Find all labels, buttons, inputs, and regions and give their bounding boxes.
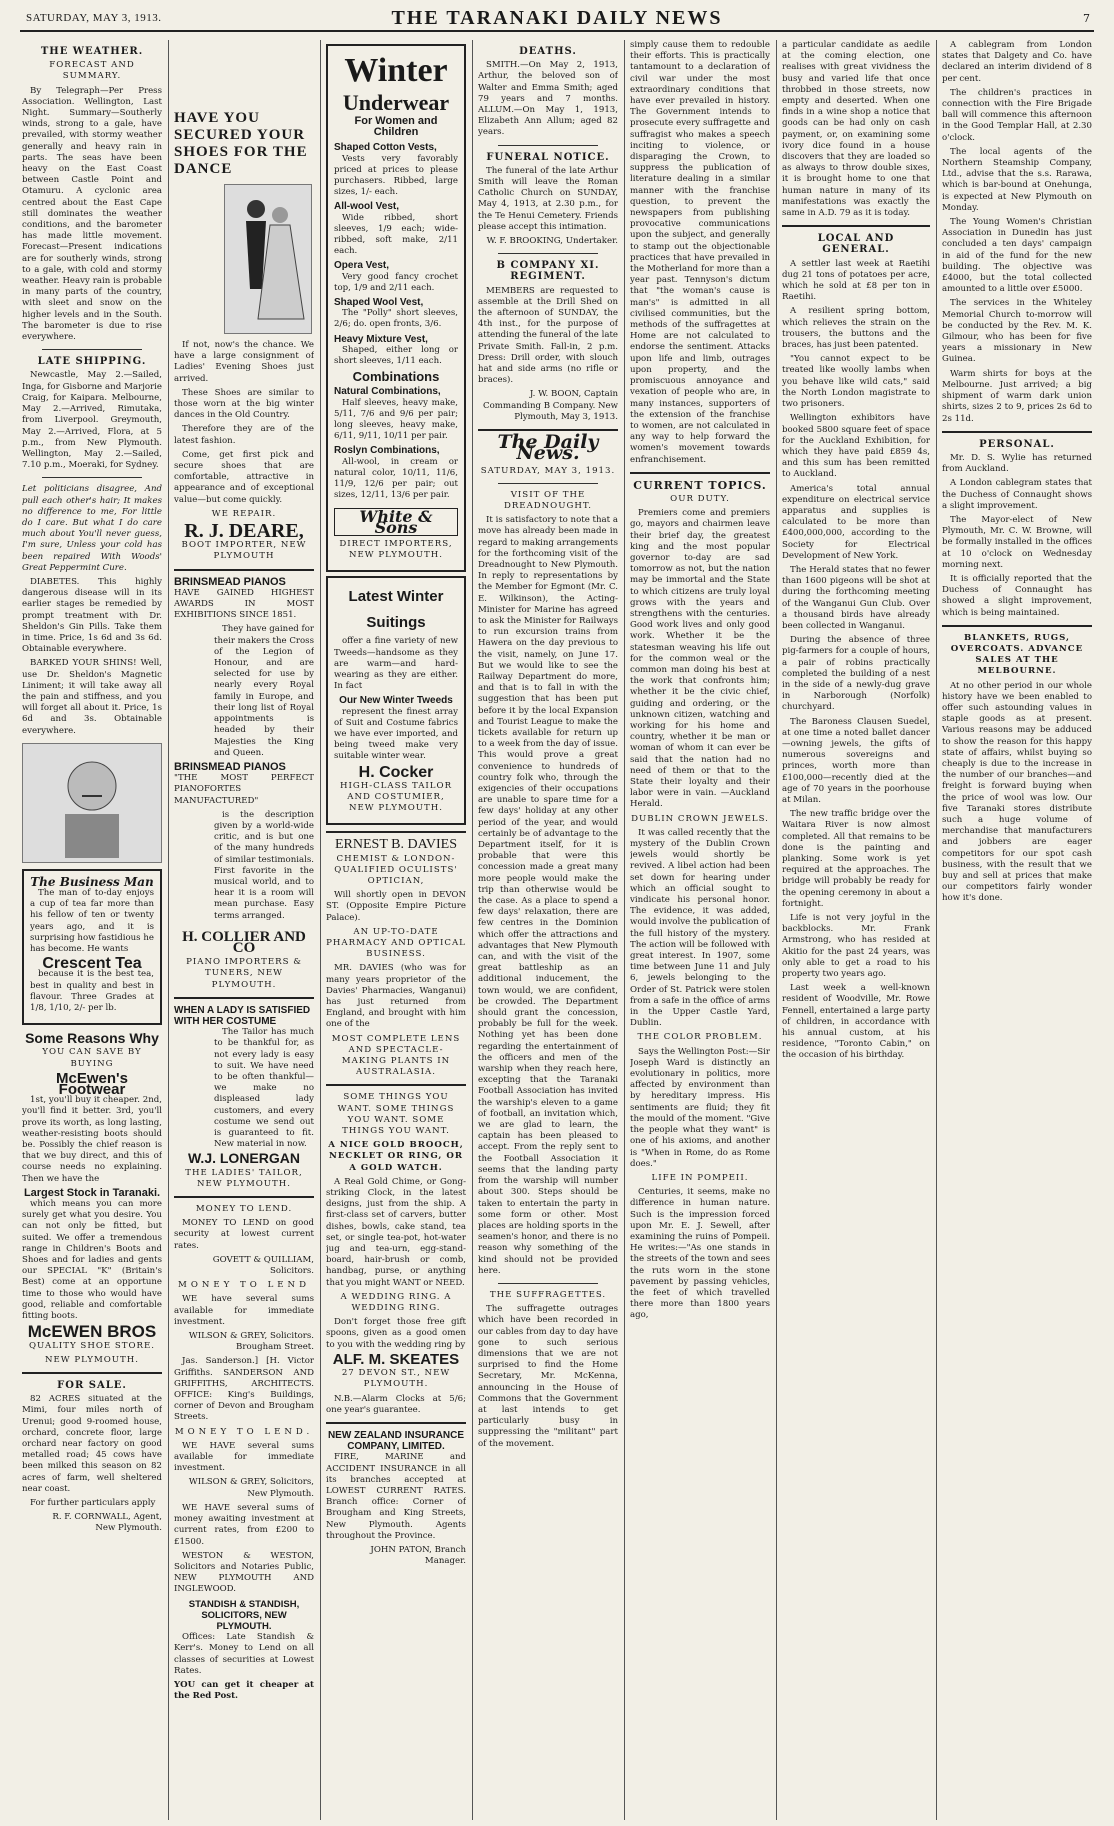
winter-heading: Winter [344, 52, 448, 89]
new-tweeds: Our New Winter Tweeds [339, 695, 453, 707]
local-general-heading: LOCAL AND GENERAL. [817, 233, 895, 256]
masthead-date: SATURDAY, MAY 3, 1913. [26, 12, 162, 24]
column-rule [776, 40, 777, 1820]
personal-item: The Mayor-elect of New Plymouth, Mr. C. W. Browne, will be formally installed in the offices at 10 o'clock on Wednesday morning next. [942, 514, 1092, 570]
current-topics-heading: CURRENT TOPICS. [633, 478, 767, 492]
business-man-heading: The Business Man [30, 874, 154, 889]
suffragettes-text: The suffragette outrages which have been recorded in our cables from day to day have gone to such serious dimensions that we are not surprised to find the Home Secretary, Mr. McKenna, announcing in the House of Commons that the Government at last intends to get particularly busy in suppressing the "militant" part of the movement. [478, 1304, 618, 1449]
deaths-text: SMITH.—On May 2, 1913, Arthur, the beloved son of Walter and Emma Smith; aged 79 years and 7 months. ALLUM.—On May 1, 1913, Elizabeth Ann Allum; aged 82 years. [478, 60, 618, 138]
personal-heading: PERSONAL. [979, 438, 1055, 450]
page-number: 7 [1083, 12, 1090, 25]
item-name: Heavy Mixture Vest, [334, 333, 428, 345]
roslyn-desc: All-wool, in cream or natural color, 10/11, 11/6, 11/9, 12/6 per pair; out sizes, 12/11, 13/6 per pair. [334, 456, 458, 501]
lady-text: The Tailor has much to be thankful for, as not every lady is easy to suit. We have need to be often thankful—we make no displeased lady customers, and every costume we send out is guaranteed to fit. New material in now. [214, 1027, 314, 1150]
nz-insurance-sig: JOHN PATON, Branch Manager. [370, 1544, 466, 1567]
underwear-item [334, 260, 458, 294]
money-text-3: WE HAVE several sums available for immediate investment. [174, 1440, 314, 1474]
brinsmead-awards: HAVE GAINED HIGHEST AWARDS IN MOST EXHIBITIONS SINCE 1851. [174, 587, 314, 621]
divider [42, 349, 142, 350]
ring-text: Don't forget those free gift spoons, given as a good omen to you with the wedding ring by [326, 1317, 466, 1350]
column-3 [326, 40, 466, 1820]
news-item: The services in the Whiteley Memorial Church to-morrow will be conducted by the Rev. M. K. Gilmour, who has been for five years a missionary in New Guinea. [942, 298, 1092, 365]
crescent-tea-ad [22, 869, 162, 1025]
divider [942, 431, 1092, 433]
daily-news-date: SATURDAY, MAY 3, 1913. [480, 465, 616, 476]
suffragettes-heading: THE SUFFRAGETTES. [489, 1289, 607, 1300]
divider [498, 483, 598, 484]
company-sig: J. W. BOON, Captain Commanding B Company. New Plymouth, May 3, 1913. [483, 389, 618, 422]
largest-stock-heading: Largest Stock in Taranaki. [23, 1186, 161, 1199]
money-heading-3: MONEY TO LEND. [174, 1426, 314, 1437]
crown-jewels-text: It was called recently that the mystery of the Dublin Crown jewels would shortly be revived. A libel action had been set down for hearing under which an official sought to vindicate his personal honor. The evidence, it was added, would involve the publication of the full history of the mystery. The action will be followed with great interest. In 1907, some time between June 11 and July 6, jewels belonging to the Order of St. Patrick were stolen from a safe in the office of arms in the Upper Castle Yard, Dublin. [630, 827, 770, 1029]
company-heading: B COMPANY XI. REGIMENT. [496, 260, 600, 283]
cocker-ad [326, 576, 466, 825]
news-item: The Young Women's Christian Association in Dunedin has just concluded a ten days' campaign in aid of the fund for the new building. The objective was £4000, but the total collected amounted to a little over £5000. [942, 217, 1092, 295]
for-women-children: For Women and Children [354, 115, 438, 139]
natural-combinations: Natural Combinations, [334, 386, 441, 398]
davies-body: MR. DAVIES (who was for many years proprietor of the Davies' Pharmacies, Wanganui) has just returned from England, and brought with him one of the [326, 963, 466, 1030]
dancers-icon [228, 189, 308, 329]
natural-desc: Half sleeves, heavy make, 5/11, 7/6 and 9/6 per pair; long sleeves, heavy make, 6/11, 9/11, 10/11 per pair. [334, 397, 458, 442]
item-desc: Vests very favorably priced at prices to please purchasers. Ribbed, large sizes, 1/- each. [334, 153, 458, 198]
color-problem-text: Says the Wellington Post:—Sir Joseph Ward is distinctly an evolutionary in politics, more affected by environment than by hereditary impress. His sentiments are fluid; they fit the mould of the moment. "Give the people what they want" is one of his axioms, and another is "When in Rome, do as Rome does." [630, 1046, 770, 1169]
divider [22, 1372, 162, 1374]
poem: Let politicians disagree, And pull each other's hair; It makes no difference to me, For little do I care. But what I do care much about You'll never guess, I'm sure, Unless your cold has been repaired With Woods' Great Peppermint Cure. [22, 484, 162, 573]
forecast-text: By Telegraph—Per Press Association. Wellington, Last Night. Summary—Southerly winds, strong to a gale, have prevailed, with stormy weather generally and heavy rain in parts. The seas have been heavy on the East Coast between Castle Point and Otamuru. A cyclonic area centred about the East Cape still dominates the weather conditions, and the barometer has made little movement. Forecast—Present indications are for southerly winds, strong to a gale, with cold and stormy weather. Heavy rain is probable in many parts of the country, with sleet and snow on the higher levels and in the South. The barometer is due to rise everywhere. [22, 85, 162, 343]
lonergan-name: W.J. LONERGAN [187, 1150, 300, 1167]
column-rule [624, 40, 625, 1820]
column-rule [472, 40, 473, 1820]
davies-pharmacy: AN UP-TO-DATE PHARMACY AND OPTICAL BUSINESS. [326, 926, 466, 960]
davies-opening: Will shortly open in DEVON ST. (Opposite Empire Picture Palace). [326, 890, 466, 923]
lonergan-subtitle: THE LADIES' TAILOR, NEW PLYMOUTH. [185, 1167, 303, 1189]
item-name: Shaped Wool Vest, [334, 297, 424, 309]
personal-item: Mr. D. S. Wylie has returned from Auckland. [942, 452, 1092, 475]
pompeii-continued: a particular candidate as aedile at the coming election, one realises with great vividness the busy and varied life that once throbbed in those streets, now empty and deserted. When one finds in a wine shop a notice that goods can be had only on cash payment, or, on examining some ivory dice found in a house discovers that they are loaded so as always to throw double sixes, it is brought home to one that human nature in many of its manifestations was exactly the same in A.D. 79 as it is today. [782, 40, 930, 219]
underwear-item [334, 201, 458, 257]
shoes-text-2: These Shoes are similar to those worn at the big winter dances in the Old Country. [174, 387, 314, 421]
something-you-want: SOME THINGS YOU WANT. SOME THINGS YOU WANT. SOME THINGS YOU WANT. [337, 1092, 455, 1137]
item-desc: Shaped, either long or short sleeves, 1/11 each. [334, 344, 458, 367]
liniment-notice: BARKED YOUR SHINS! Well, use Dr. Sheldon's Magnetic Liniment; it will take away all the pain and stiffness, and you will forget all about it. Price, 1s 6d and 3s. Obtainable everywhere. [22, 658, 162, 736]
davies-subtitle: CHEMIST & LONDON-QUALIFIED OCULISTS' OPTICIAN, [334, 853, 458, 886]
money-sig-1: GOVETT & QUILLIAM, Solicitors. [212, 1254, 314, 1277]
standish-name: STANDISH & STANDISH, SOLICITORS, NEW PLYMOUTH. [188, 1598, 300, 1632]
nz-insurance-name: NEW ZEALAND INSURANCE COMPANY, LIMITED. [327, 1429, 465, 1453]
cocker-subtitle: HIGH-CLASS TAILOR AND COSTUMIER, NEW PLYMOUTH. [339, 780, 453, 814]
item-desc: The "Polly" short sleeves, 2/6; do. open fronts, 3/6. [334, 308, 458, 330]
shoes-heading: HAVE YOU SECURED YOUR SHOES FOR THE DANCE [174, 110, 308, 177]
for-sale-agent: R. F. CORNWALL, Agent, New Plymouth. [52, 1512, 162, 1534]
brooch-text: A Real Gold Chime, or Gong-striking Clock, in the latest designs, just from the ship. A first-class set of carvers, butter dishes, bowls, cake stand, tea set, or single tea-pot, hot-water jug and tea-urn, egg-stand-board, hair-brush or comb, handbag, purse, or anything that you might WANT or NEED. [326, 1176, 466, 1288]
column-5 [630, 40, 770, 1820]
local-item: A resilient spring bottom, which relieves the strain on the trousers, the buttons and the braces, has just been patented. [782, 306, 930, 351]
shoes-ad-header [174, 110, 314, 178]
weather-heading: THE WEATHER. [40, 46, 144, 57]
crescent-text: because it is the best tea, best in quality and best in flavour. Three Grades at 1/8, 1/10, 2/- per lb. [30, 969, 154, 1014]
blankets-text: At no other period in our whole history have we been enabled to offer such astounding values in staple goods as at present. Various reasons may be adduced to show the reason for this happy state of affairs, whilst buying so cheaply is due to the increase in the number of our branches—and freight is forward buying when the price of wool was low. Our five Taranaki stores distribute such a huge volume of merchandise that manufacturers and jobbers are eager competitors for our spot cash business, with the result that we buy and sell at prices that make our competitors fairly wonder how it's done. [942, 680, 1092, 904]
underwear-list [334, 142, 458, 367]
our-duty-heading: OUR DUTY. [670, 493, 730, 504]
business-text: The man of to-day enjoys a cup of tea far more than his fellow of ten or twenty years ago, and it is surprising how fastidious he has become. He wants [30, 887, 154, 954]
divider [498, 145, 598, 146]
personal-item: A London cablegram states that the Duchess of Connaught shows a slight improvement. [942, 478, 1092, 511]
column-rule [168, 40, 169, 1820]
lady-heading: WHEN A LADY IS SATISFIED WITH HER COSTUME [174, 1004, 311, 1027]
divider [174, 997, 314, 999]
item-name: All-wool Vest, [334, 201, 400, 213]
local-item: The Baroness Clausen Suedel, at one time a noted ballet dancer—owning jewels, the gifts of numerous sovereigns and princes, worth more than £100,000—recently died at the age of 70 years in the poorhouse at Milan. [782, 716, 930, 805]
underwear-heading: Underwear [342, 90, 450, 115]
new-tweeds-text: represent the finest array of Suit and Costume fabrics we have ever imported, and being tweed make very suitable winter wear. [334, 706, 458, 762]
divider [498, 1283, 598, 1284]
divider [498, 253, 598, 254]
underwear-item [334, 334, 458, 368]
collier-name: H. COLLIER AND CO [182, 928, 306, 956]
for-sale-particulars: For further particulars apply [30, 1497, 156, 1508]
mcewen-location: NEW PLYMOUTH. [44, 1354, 139, 1365]
for-sale-text: 82 ACRES situated at the Mimi, four miles north of Urenui; good 9-roomed house, orchard, concrete floor, large orchard near factory on good metalled road; 45 cows have been milked this season on 82 acres of farm, well sheltered near coast. [22, 1394, 162, 1494]
local-item: Life is not very joyful in the backblocks. Mr. Frank Armstrong, who has resided at Akitio for the past 24 years, was only able to get a road to his property two years ago. [782, 913, 930, 980]
local-item: America's total annual expenditure on electrical service apparatus and supplies is calculated to be more than £400,000,000, according to the Society for Electrical Development of New York. [782, 483, 930, 561]
item-desc: Wide ribbed, short sleeves, 1/9 each; wide-ribbed, soft make, 2/11 each. [334, 212, 458, 257]
whites-logo: White & Sons [334, 508, 458, 536]
local-item: "You cannot expect to be treated like woolly lambs when you behave like wild cats," said the North London magistrate to two prisoners. [782, 354, 930, 410]
column-rule [936, 40, 937, 1820]
shoes-text-4: Come, get first pick and secure shoes that are comfortable, attractive in appearance and of exceptional value—but come quickly. [174, 449, 314, 505]
money-sig-3: WILSON & GREY, Solicitors, New Plymouth. [188, 1477, 314, 1499]
funeral-heading: FUNERAL NOTICE. [486, 151, 610, 163]
underwear-item [334, 297, 458, 331]
money-sig-2: WILSON & GREY, Solicitors. Brougham Street. [188, 1331, 314, 1353]
item-desc: Very good fancy crochet top, 1/9 and 2/11 each. [334, 271, 458, 293]
local-item: Last week a well-known resident of Woodville, Mr. Rowe Fennell, entertained a large party of children, in accordance with his annual custom, at his residence, "Toronto Cabin," on the occasion of his birthday. [782, 983, 930, 1061]
dreadnought-heading: VISIT OF THE DREADNOUGHT. [503, 489, 593, 511]
deaths-heading: DEATHS. [519, 46, 577, 57]
brinsmead-quote: "THE MOST PERFECT PIANOFORTES MANUFACTURED" [174, 773, 314, 806]
local-item: Wellington exhibitors have booked 5800 square feet of space for the Auckland Exhibition, for which they have paid £859 4s, and this sum has been remitted to Auckland. [782, 413, 930, 480]
money-heading-1: MONEY TO LEND. [195, 1204, 293, 1215]
brinsmead-heading-2: BRINSMEAD PIANOS [174, 760, 286, 773]
column-2 [174, 40, 314, 1820]
crescent-tea-title: Crescent Tea [42, 955, 142, 973]
local-item: During the absence of three pig-farmers for a couple of hours, a pair of robins practically completed the building of a nest in the side of a newly-dug grave in Narborough (Norfolk) churchyard. [782, 635, 930, 713]
divider [630, 472, 770, 474]
column-1 [22, 40, 162, 1820]
underwear-ad [326, 44, 466, 572]
divider [942, 625, 1092, 627]
item-name: Opera Vest, [334, 260, 390, 272]
mcewen-bros: McEWEN BROS [27, 1322, 157, 1342]
divider [782, 225, 930, 227]
skeates-address: 27 DEVON ST., NEW PLYMOUTH. [341, 1368, 451, 1390]
deare-subtitle: BOOT IMPORTER, NEW PLYMOUTH [181, 540, 307, 562]
news-item: A cablegram from London states that Dalgety and Co. have declared an interim dividend of 8 per cent. [942, 40, 1092, 84]
nz-insurance-text: FIRE, MARINE and ACCIDENT INSURANCE in all its branches accepted at LOWEST CURRENT RATES. Branch office: Corner of Brougham and King Streets, New Plymouth. Agents throughout the Province. [326, 1452, 466, 1541]
divider [174, 1196, 314, 1198]
money-sig-4: WESTON & WESTON, Solicitors and Notaries Public, NEW PLYMOUTH AND INGLEWOOD. [174, 1550, 314, 1595]
company-text: MEMBERS are requested to assemble at the Drill Shed on the afternoon of SUNDAY, the 4th inst., for the purpose of attending the funeral of the late Private Smith. Fall-in, 2 p.m. Dress: Drill order, with slouch hat and side arms (no rifle or braces). [478, 285, 618, 386]
item-name: Shaped Cotton Vests, [334, 142, 437, 154]
masthead [20, 6, 1094, 32]
column-7 [942, 40, 1092, 1820]
cocker-name: H. Cocker [358, 763, 434, 781]
funeral-text: The funeral of the late Arthur Smith will leave the Roman Catholic Church on SUNDAY, May 4, 1913, at 2.30 p.m., for the Te Henui Cemetery. Friends please accept this intimation. [478, 165, 618, 232]
pompeii-text: Centuries, it seems, make no difference in human nature. Such is the impression forced upon Mr. E. J. Sewell, after examining the ruins of Pompeii. He writes:—"As one stands in the streets of the town and sees the ruts worn in the stone pavement by passing vehicles, the feet of which travelled there more than 1800 years ago, [630, 1187, 770, 1321]
dreadnought-text: It is satisfactory to note that a move has already been made in regard to making arrangements for the forthcoming visit of the Dreadnought to New Plymouth. In reply to representations by the Member for Egmont (Mr. C. E. Wilkinson), the Acting-Minister for Marine has agreed to ask the Minister for Railways to run excursion trains from Hawera on the day previous to the visit, namely, on June 17. But we would like to see the Railway Department do more, and that is to fall in with the suggestion that has been put before it by the local Expansion and Tourist League to make the tickets available for return up to a week from the day of issue. This would prove a great convenience to hundreds of country folk who, through the exigencies of their occupations are unable to spare time for a few days' holiday at any other period of the year, and would certainly be of advantage to the Department itself, for it is probable that were this concession made a great many more people would make the trip than otherwise would be the case. As a place to spend a few days' relaxation, there are few centres in the Dominion which offer the attractions and advantages that New Plymouth can, and with the visit of the great battleship as an additional inducement, the town would, we are confident, be crowded. The Department should grant the concession, probably be full for the week. Nothing yet has been done regarding the entertainment of the officers and men of the warship when they reach here, excepting that the Taranaki Football Association has invited the warship's eleven to a game of football, an invitation which, we are glad to learn, the captain has been pleased to accept. From the reply sent to the Football Association it seems that the landing party from the warship will number about 300. Steps should be taken to entertain the party in some form or other. Most places are holding sports in the seamen's honor, and there is no reason why something of the kind should not be provided here. [478, 515, 618, 1276]
forecast-heading: FORECAST AND SUMMARY. [49, 60, 135, 82]
blankets-heading: BLANKETS, RUGS, OVERCOATS. ADVANCE SALES AT THE MELBOURNE. [950, 632, 1084, 677]
wedding-ring: A WEDDING RING. A WEDDING RING. [340, 1291, 452, 1314]
diabetes-notice: DIABETES. This highly dangerous disease will in its earlier stages be remedied by prompt treatment with Dr. Sheldon's Gin Pills. Take them in time. Price, 1s 6d and 3s 6d. Obtainable everywhere. [22, 576, 162, 655]
divider [326, 1422, 466, 1424]
masthead-title: THE TARANAKI DAILY NEWS [391, 7, 723, 29]
news-item: Warm shirts for boys at the Melbourne. Just arrived; a big shipment of warm dark union shirts, sizes 2 to 9, prices 2s 6d to 2s 11d. [942, 368, 1092, 424]
news-item: The children's practices in connection with the Fire Brigade ball will commence this afternoon in the Good Templar Hall, at 2.30 o'clock. [942, 87, 1092, 143]
crown-jewels-heading: DUBLIN CROWN JEWELS. [631, 813, 769, 824]
quality-shoe-store: QUALITY SHOE STORE. [28, 1340, 156, 1351]
shipping-heading: LATE SHIPPING. [37, 356, 147, 368]
our-duty-text: Premiers come and premiers go, mayors and chairmen leave their brief day, the greatest king and the most popular governor to-day are sad tomorrow as not, but the nation may be immortal and the State to which citizens are truly loyal grows with the years and strengthens with the centuries. Good work lives and only good work. Whether it be the statesman weaving his life out for the common weal or the common man doing his best at the work that confronts him; whether it be the civic chief, guiding and ordering, or the unknown citizen, watching and working for his home and country, whether it be man or woman of whom it can ever be said that the nation had no need of them or that to the State their loyalty and their labor were in vain. —Auckland Herald. [630, 508, 770, 810]
pompeii-heading: LIFE IN POMPEII. [651, 1172, 749, 1183]
combinations-heading: Combinations [352, 369, 440, 385]
brinsmead-body-2: is the description given by a world-wide critic, and is but one of the many hundreds of similar testimonials. First favorite in the musical world, and to hear it is a room will mean purchase. Easy terms arranged. [214, 809, 314, 921]
reasons-heading: Some Reasons Why [25, 1030, 159, 1047]
divider [326, 1084, 466, 1086]
news-item: The local agents of the Northern Steamship Company, Ltd., advise that the s.s. Rarawa, which is bar-bound at Onehunga, is expected at New Plymouth on Monday. [942, 146, 1092, 213]
latest-text: offer a fine variety of new Tweeds—handsome as they are warm—and hard-wearing as they are either. In fact [334, 636, 458, 692]
red-post-notice: YOU can get it cheaper at the Red Post. [174, 1679, 314, 1702]
divider [174, 569, 314, 571]
shipping-text: Newcastle, May 2.—Sailed, Inga, for Gisborne and Marjorie Craig, for Kaipara. Melbourne, May 2.—Arrived, Rimutaka, from Liverpool. Greymouth, May 2.—Arrived, Flora, at 5 p.m., from New Plymouth. Wellington, May 2.—Sailed, 7.10 p.m., Moeraki, for Sydney. [22, 370, 162, 471]
whites-subtitle: DIRECT IMPORTERS, NEW PLYMOUTH. [339, 538, 453, 561]
businessman-illustration [22, 743, 162, 863]
personal-item: It is officially reported that the Duchess of Connaught has showed a slight improvement, which is being maintained. [942, 573, 1092, 618]
shoes-text-3: Therefore they are of the latest fashion. [174, 424, 314, 446]
divider [326, 831, 466, 833]
davies-name: ERNEST B. DAVIES [334, 837, 457, 853]
gold-brooch: A NICE GOLD BROOCH, NECKLET OR RING, OR A GOLD WATCH. [328, 1140, 464, 1173]
collier-subtitle: PIANO IMPORTERS & TUNERS, NEW PLYMOUTH. [186, 957, 302, 990]
suffragettes-continued: simply cause them to redouble their efforts. This is practically tantamount to a declaration of civil war under the most extraordinary conditions that have ever prevailed in history. The Government intends to prosecute every suffragette and suffragist who makes a speech inciting to violence, or disparaging the Crown, to suppress the publication of literature dealing in a similar manner with the franchise question, to prevent the newspapers from publishing provocative communications upon the subject, and generally to stamp out the objectionable practices that have prevailed in the Motherland for more than a year past. Tennyson's dictum that "the woman's cause is man's" is admitted in all civilised communities, but the methods of the suffragettes at Home are not calculated to endorse the sentiment. Attacks upon life and limb, outrages upon property, and the promiscuous annoyance and vexation of people who are, in many instances, supporters of the extension of the franchise to women, are not calculated in any way to help forward the women's movement towards enfranchisement. [630, 40, 770, 465]
brinsmead-heading-1: BRINSMEAD PIANOS [174, 575, 286, 588]
divider [42, 477, 142, 478]
funeral-sig: W. F. BROOKING, Undertaker. [486, 236, 618, 247]
latest-suitings: Latest Winter Suitings [348, 588, 444, 632]
money-text-2: WE have several sums available for immediate investment. [174, 1294, 314, 1327]
standish-text: Offices: Late Standish & Kerr's. Money to Lend on all classes of securities at Lowest Rates. [174, 1632, 314, 1676]
roslyn-combinations: Roslyn Combinations, [334, 445, 440, 457]
column-6 [782, 40, 930, 1820]
local-item: A settler last week at Raetihi dug 21 tons of potatoes per acre, which he sold at £8 per ton in Raetihi. [782, 258, 930, 303]
reasons-subheading: YOU CAN SAVE BY BUYING [42, 1047, 142, 1069]
money-text-4: WE HAVE several sums of money awaiting investment at current rates, from £200 to £1500. [174, 1502, 314, 1547]
mcewens-heading: McEwen's Footwear [56, 1069, 128, 1099]
daily-news-title: The Daily News. [497, 431, 599, 465]
local-item: The new traffic bridge over the Waitara River is now almost completed. All that remains to be done is the painting and planking. Some work is yet required at the approaches. The bridge will probably be ready for the opening ceremony in about a fortnight. [782, 809, 930, 909]
davies-lenses: MOST COMPLETE LENS AND SPECTACLE-MAKING PLANTS IN AUSTRALASIA. [331, 1033, 461, 1078]
column-4 [478, 40, 618, 1820]
skeates-name: ALF. M. SKEATES [332, 1350, 460, 1368]
money-heading-2: MONEY TO LEND [178, 1280, 310, 1291]
local-item: The Herald states that no fewer than 1600 pigeons will be shot at during the forthcoming meeting of the Wanganui Gun Club. Over a thousand birds have already been collected in Wanganui. [782, 564, 930, 631]
mcewens-text: 1st, you'll buy it cheaper. 2nd, you'll find it better. 3rd, you'll prove its worth, as long lasting, weather-resisting boots should be. Possibly the chief reason is that we buy direct, and this of course needs no explaining. Then we have the [22, 1095, 162, 1184]
column-rule [320, 40, 321, 1820]
color-problem-heading: THE COLOR PROBLEM. [637, 1032, 763, 1043]
we-repair: WE REPAIR. [211, 508, 277, 519]
portrait-icon [47, 748, 137, 858]
shoes-text-1: If not, now's the chance. We have a large consignment of Ladies' Evening Shoes just arrived. [174, 340, 314, 384]
money-text-1: MONEY TO LEND on good security at lowest current rates. [174, 1218, 314, 1251]
dancers-illustration [224, 184, 312, 334]
deare-name: R. J. DEARE, [184, 520, 304, 543]
skeates-note: N.B.—Alarm Clocks at 5/6; one year's guarantee. [326, 1393, 466, 1415]
for-sale-heading: FOR SALE. [57, 1379, 127, 1391]
sanderson-notice: Jas. Sanderson.] [H. Victor Griffiths. SANDERSON AND GRIFFITHS, ARCHITECTS. OFFICE: King's Buildings, corner of Devon and Brougham Streets. [174, 1356, 314, 1423]
largest-text: which means you can more surely get what you desire. You can not only be fitted, but suited. We offer a tremendous range in Children's Boots and Shoes and for ladies and gents our SPECIAL "K" (Britain's Best) come at an opportune time to those who would have good, reliable and comfortable fitting boots. [22, 1199, 162, 1322]
brinsmead-body-1: They have gained for their makers the Cross of the Legion of Honour, and are selected for use by nearly every Royal family in Europe, and their long list of Royal appointments is headed by their Majesties the King and Queen. [214, 624, 314, 758]
underwear-item [334, 142, 458, 198]
